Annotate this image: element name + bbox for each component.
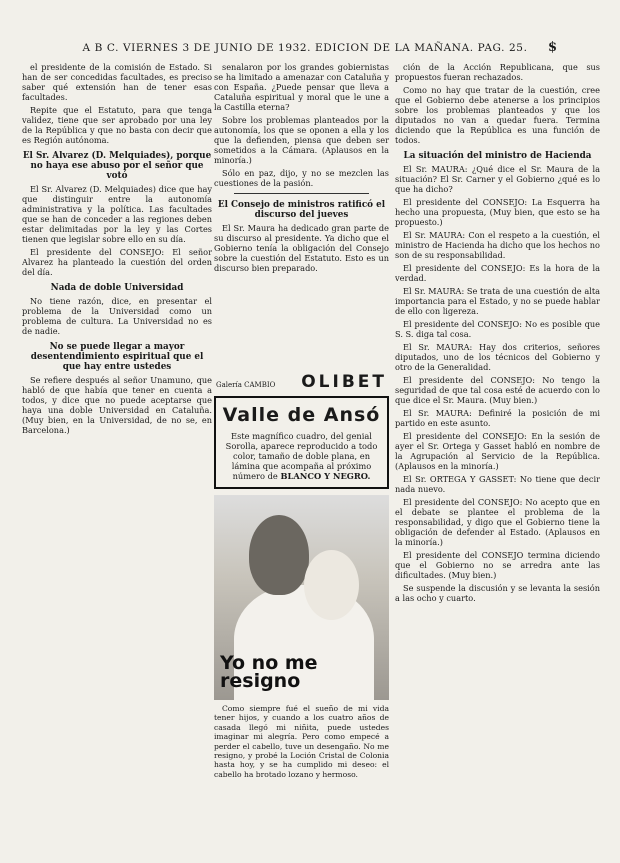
paragraph: El presidente del CONSEJO: En la sesión de ayer el Sr. Ortega y Gasset habló en nombre de la Agrupación al Servicio de la República. (Aplausos en la minoría.) <box>395 431 600 471</box>
paragraph: El presidente del CONSEJO: No tengo la seguridad de que tal cosa esté de acuerdo con lo que dice el Sr. Maura. (Muy bien.) <box>395 375 600 405</box>
photo-figure <box>249 515 309 595</box>
paragraph: El presidente del CONSEJO termina diciendo que el Gobierno no se arredra ante las dificultades. (Muy bien.) <box>395 550 600 580</box>
column-right <box>395 62 600 852</box>
ad-caption: Como siempre fué el sueño de mi vida tener hijos, y cuando a los cuatro años de casada llegó mi niñita, puede ustedes imaginar mi alegría. Pero como empecé a perder el cabello, tuve un desengaño. No me resigno, y probé la Loción Cristal de Colonia hasta hoy, y se ha cumplido mi deseo: el cabello ha brotado lozano y hermoso. <box>214 704 389 779</box>
ad-desc-bold: BLANCO Y NEGRO. <box>280 471 371 481</box>
section-heading: El Consejo de ministros ratificó el discurso del jueves <box>217 200 386 220</box>
page-mark: $ <box>548 40 558 55</box>
paragraph: El Sr. MAURA: Hay dos criterios, señores diputados, uno de los técnicos del Gobierno y otro de la Generalidad. <box>395 342 600 372</box>
column-middle <box>214 62 389 392</box>
paragraph: El Sr. ORTEGA Y GASSET: No tiene que decir nada nuevo. <box>395 474 600 494</box>
paragraph: El presidente del CONSEJO: El señor Alvarez ha planteado la cuestión del orden del día. <box>22 247 212 277</box>
paragraph: Como no hay que tratar de la cuestión, cree que el Gobierno debe atenerse a los principios sobre los problemas planteados y que los diputados no van a quedar fuera. Termina diciendo que la República es una función de todos. <box>395 85 600 145</box>
paragraph: El presidente del CONSEJO: No es posible que S. S. diga tal cosa. <box>395 319 600 339</box>
paragraph: El presidente del CONSEJO: La Esquerra ha hecho una propuesta, (Muy bien, que esto se ha propuesto.) <box>395 197 600 227</box>
ad-photo <box>214 495 389 700</box>
ad-description <box>222 431 381 481</box>
column-left <box>22 62 212 852</box>
ad-left-text: Galería CAMBIO <box>216 381 276 389</box>
paragraph: el presidente de la comisión de Estado. Si han de ser concedidas facultades, es preciso saber qué extensión han de tener esas facultades. <box>22 62 212 102</box>
paragraph: El Sr. MAURA: ¿Qué dice el Sr. Maura de la situación? El Sr. Carner y el Gobierno ¿qué es lo que ha dicho? <box>395 164 600 194</box>
paragraph: senalaron por los grandes gobiernistas se ha limitado a amenazar con Cataluña y con España. ¿Puede pensar que lleva a Cataluña espiritual y moral que le une a la Castilla eterna? <box>214 62 389 112</box>
paragraph: Se suspende la discusión y se levanta la sesión a las ocho y cuarto. <box>395 583 600 603</box>
paragraph: El presidente del CONSEJO: No acepto que en el debate se plantee el problema de la responsabilidad, y digo que el Gobierno tiene la obligación de defender al Estado. (Aplausos en la minoría.) <box>395 497 600 547</box>
paragraph: No tiene razón, dice, en presentar el problema de la Universidad como un problema de cultura. La Universidad no es de nadie. <box>22 296 212 336</box>
ad-banner <box>214 372 389 392</box>
paragraph: El Sr. MAURA: Definiré la posición de mi partido en este asunto. <box>395 408 600 428</box>
ad-title: Valle de Ansó <box>222 404 381 426</box>
paragraph: Sólo en paz, dijo, y no se mezclen las cuestiones de la pasión. <box>214 168 389 188</box>
paragraph: ción de la Acción Republicana, que sus propuestos fueran rechazados. <box>395 62 600 82</box>
ad-box <box>214 396 389 489</box>
page-header: A B C. VIERNES 3 DE JUNIO DE 1932. EDICION DE LA MAÑANA. PAG. 25. <box>82 42 528 54</box>
section-heading: El Sr. Alvarez (D. Melquiades), porque no haya ese abuso por el señor que votó <box>22 151 212 181</box>
paragraph: El presidente del CONSEJO: Es la hora de la verdad. <box>395 263 600 283</box>
paragraph: El Sr. MAURA: Con el respeto a la cuestión, el ministro de Hacienda ha dicho que los hechos no son de su responsabilidad. <box>395 230 600 260</box>
section-heading: La situación del ministro de Hacienda <box>403 151 592 161</box>
slogan-line: Yo no me <box>220 652 318 674</box>
advertisement <box>214 372 389 852</box>
paragraph: El Sr. MAURA: Se trata de una cuestión de alta importancia para el Estado, y no se puede hablar de ello con ligereza. <box>395 286 600 316</box>
photo-figure <box>304 550 359 620</box>
slogan-line: resigno <box>220 670 301 692</box>
paragraph: Repite que el Estatuto, para que tenga validez, tiene que ser aprobado por una ley de la República y que no basta con decir que es Región autónoma. <box>22 105 212 145</box>
paragraph: El Sr. Maura ha dedicado gran parte de su discurso al presidente. Ya dicho que el Gobierno tenía la obligación del Consejo sobre la cuestión del Estatuto. Esto es un discurso bien preparado. <box>214 223 389 273</box>
brand-logo: OLIBET <box>301 372 387 392</box>
ad-slogan <box>220 654 318 690</box>
paragraph: Se refiere después al señor Unamuno, que habló de que había que tener en cuenta a todos, y dice que no puede aceptarse que haya una doble Universidad en Cataluña. (Muy bien, en la Universidad, de no se, en Barcelona.) <box>22 375 212 435</box>
ad-desc-text: Este magnífico cuadro, del genial Sorolla, aparece reproducido a todo color, tamaño de doble plana, en lámina que acompaña al próximo número de <box>225 431 378 481</box>
section-heading: No se puede llegar a mayor desentendimiento espiritual que el que hay entre ustedes <box>30 342 204 372</box>
paragraph: Sobre los problemas planteados por la autonomía, los que se oponen a ella y los que la defienden, piensa que deben ser sometidos a la Cámara. (Aplausos en la minoría.) <box>214 115 389 165</box>
section-heading: Nada de doble Universidad <box>50 283 184 293</box>
paragraph: El Sr. Alvarez (D. Melquiades) dice que hay que distinguir entre la autonomía administrativa y la política. Las facultades que se han de conceder a las regiones deben estar delimitadas por la ley y las Cortes tienen que legislar sobre ello en su día. <box>22 184 212 244</box>
divider <box>234 193 369 194</box>
